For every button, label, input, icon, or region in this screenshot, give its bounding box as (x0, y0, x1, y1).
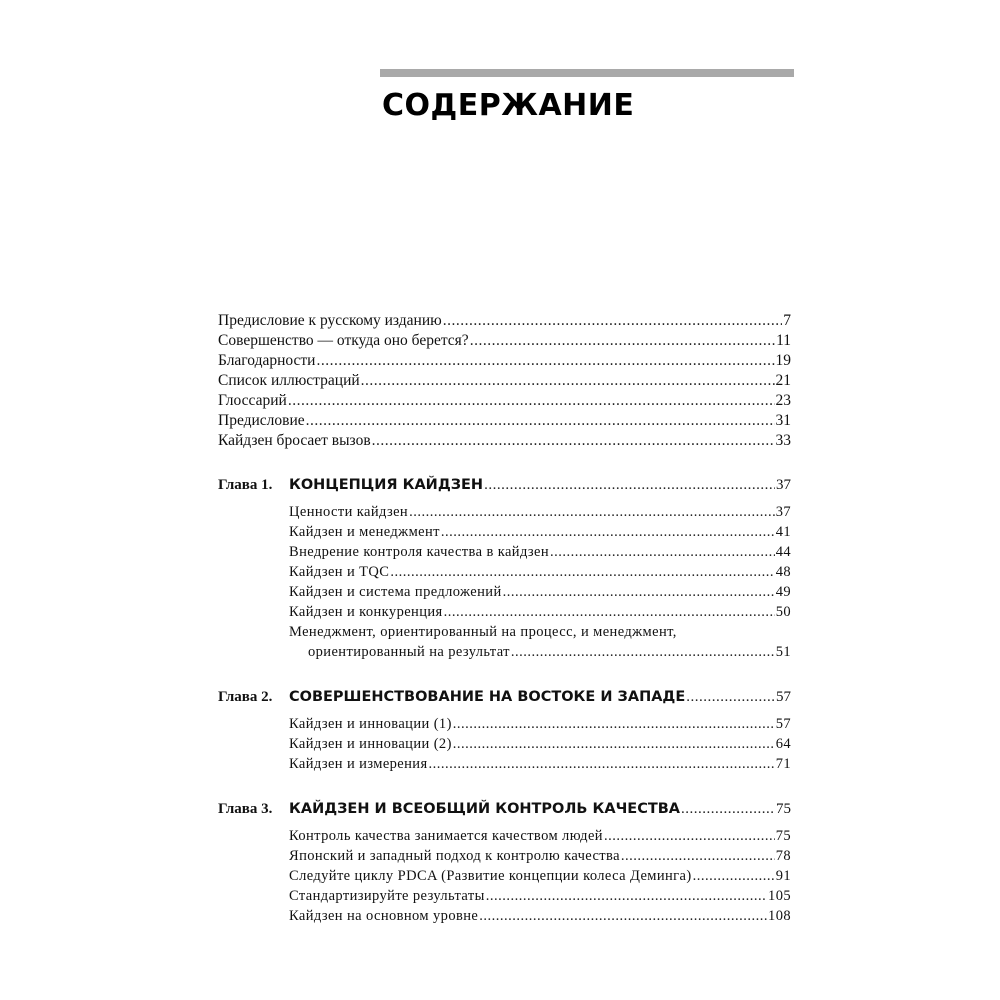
chapter-title: СОВЕРШЕНСТВОВАНИЕ НА ВОСТОКЕ И ЗАПАДЕ (289, 689, 686, 705)
leader-dots (479, 906, 767, 926)
leader-dots (288, 391, 775, 411)
leader-dots (693, 866, 775, 886)
leader-dots (453, 734, 775, 754)
toc-section-label: Внедрение контроля качества в кайдзен (289, 544, 550, 560)
toc-section-label: Японский и западный подход к контролю качества (289, 848, 620, 864)
toc-section-label[interactable]: Менеджмент, ориентированный на процесс, и менеджмент, (289, 624, 677, 640)
toc-entry-label: Предисловие к русскому изданию (218, 312, 442, 329)
toc-page-number: 108 (768, 908, 791, 924)
leader-dots (511, 642, 775, 662)
toc-section-label: Стандартизируйте результаты (289, 888, 485, 904)
toc-entry-label: Кайдзен бросает вызов (218, 432, 371, 449)
toc-section[interactable] (218, 582, 791, 602)
leader-dots (550, 542, 775, 562)
toc-section[interactable] (218, 826, 791, 846)
leader-dots (484, 475, 775, 495)
toc-entry-perfection[interactable] (218, 331, 791, 351)
leader-dots (390, 562, 774, 582)
leader-dots (686, 687, 775, 707)
toc-page-number: 11 (776, 332, 791, 349)
leader-dots (444, 602, 775, 622)
toc-section-label: Кайдзен и конкуренция (289, 604, 443, 620)
toc-page-number: 64 (775, 736, 791, 752)
leader-dots (470, 331, 775, 351)
toc-page-number: 7 (783, 312, 791, 329)
toc-entry-kaizen-challenge[interactable] (218, 431, 791, 451)
toc-section[interactable] (218, 846, 791, 866)
toc-section[interactable] (218, 502, 791, 522)
toc-page-number: 105 (768, 888, 791, 904)
toc-section-label: Кайдзен и TQC (289, 564, 390, 580)
toc-entry-preface-russian[interactable] (218, 311, 791, 331)
leader-dots (486, 886, 767, 906)
toc-page-number: 33 (775, 432, 791, 449)
chapter-title: КОНЦЕПЦИЯ КАЙДЗЕН (289, 477, 484, 493)
toc-section[interactable] (218, 886, 791, 906)
chapter-number: Глава 2. (218, 689, 273, 705)
toc-entry-label: Совершенство — откуда оно берется? (218, 332, 469, 349)
toc-section[interactable] (218, 522, 791, 542)
toc-page-number: 49 (775, 584, 791, 600)
toc-chapter-1[interactable] (218, 475, 791, 495)
toc-page-number: 51 (775, 644, 791, 660)
toc-section-label: Кайдзен на основном уровне (289, 908, 479, 924)
leader-dots (453, 714, 775, 734)
leader-dots (503, 582, 775, 602)
chapter-title: КАЙДЗЕН И ВСЕОБЩИЙ КОНТРОЛЬ КАЧЕСТВА (289, 801, 681, 817)
toc-entry-label: Список иллюстраций (218, 372, 360, 389)
toc-page-number: 57 (776, 689, 791, 705)
toc-page-number: 41 (775, 524, 791, 540)
leader-dots (621, 846, 775, 866)
toc-page-number: 37 (776, 477, 791, 493)
leader-dots (372, 431, 775, 451)
toc-page-number: 44 (775, 544, 791, 560)
toc-page-number: 21 (775, 372, 791, 389)
toc-section[interactable] (218, 542, 791, 562)
toc-entry-illustrations[interactable] (218, 371, 791, 391)
toc-entry-label: Предисловие (218, 412, 305, 429)
toc-chapter-3[interactable] (218, 799, 791, 819)
toc-page-number: 57 (775, 716, 791, 732)
toc-section[interactable] (218, 562, 791, 582)
toc-chapter-2[interactable] (218, 687, 791, 707)
toc-section-label-continued: ориентированный на результат (308, 644, 510, 660)
toc-section[interactable] (218, 602, 791, 622)
chapter-number: Глава 1. (218, 477, 273, 493)
chapter-number: Глава 3. (218, 801, 273, 817)
toc-page-number: 37 (775, 504, 791, 520)
toc-section-label: Кайдзен и менеджмент (289, 524, 440, 540)
toc-page-number: 48 (775, 564, 791, 580)
toc-entry-label: Благодарности (218, 352, 316, 369)
toc-section-label: Кайдзен и система предложений (289, 584, 502, 600)
leader-dots (681, 799, 775, 819)
toc-section[interactable] (218, 866, 791, 886)
toc-section-label: Следуйте циклу PDCA (Развитие концепции колеса Деминга) (289, 868, 692, 884)
toc-section[interactable] (218, 734, 791, 754)
toc-entry-glossary[interactable] (218, 391, 791, 411)
toc-page-number: 75 (776, 801, 791, 817)
toc-section-label: Кайдзен и измерения (289, 756, 428, 772)
leader-dots (409, 502, 775, 522)
toc-page-number: 50 (775, 604, 791, 620)
toc-section-label: Кайдзен и инновации (1) (289, 716, 452, 732)
toc-page-number: 31 (775, 412, 791, 429)
toc-page-number: 78 (775, 848, 791, 864)
toc-entry-foreword[interactable] (218, 411, 791, 431)
toc-entry-label: Глоссарий (218, 392, 287, 409)
leader-dots (429, 754, 775, 774)
page-title: СОДЕРЖАНИЕ (382, 88, 635, 123)
leader-dots (316, 351, 774, 371)
toc-section-label: Ценности кайдзен (289, 504, 409, 520)
leader-dots (441, 522, 775, 542)
leader-dots (443, 311, 783, 331)
toc-page-number: 19 (775, 352, 791, 369)
toc-section[interactable] (218, 906, 791, 926)
toc-section-label: Контроль качества занимается качеством людей (289, 828, 603, 844)
table-of-contents (218, 311, 791, 926)
toc-page-number: 91 (775, 868, 791, 884)
toc-section-continuation[interactable] (218, 642, 791, 662)
toc-page-number: 71 (775, 756, 791, 772)
leader-dots (361, 371, 775, 391)
header-rule (380, 69, 794, 77)
toc-page-number: 75 (775, 828, 791, 844)
toc-section-label: Кайдзен и инновации (2) (289, 736, 452, 752)
toc-page-number: 23 (775, 392, 791, 409)
toc-entry-acknowledgements[interactable] (218, 351, 791, 371)
toc-section[interactable] (218, 714, 791, 734)
leader-dots (306, 411, 775, 431)
toc-section[interactable] (218, 754, 791, 774)
leader-dots (604, 826, 775, 846)
